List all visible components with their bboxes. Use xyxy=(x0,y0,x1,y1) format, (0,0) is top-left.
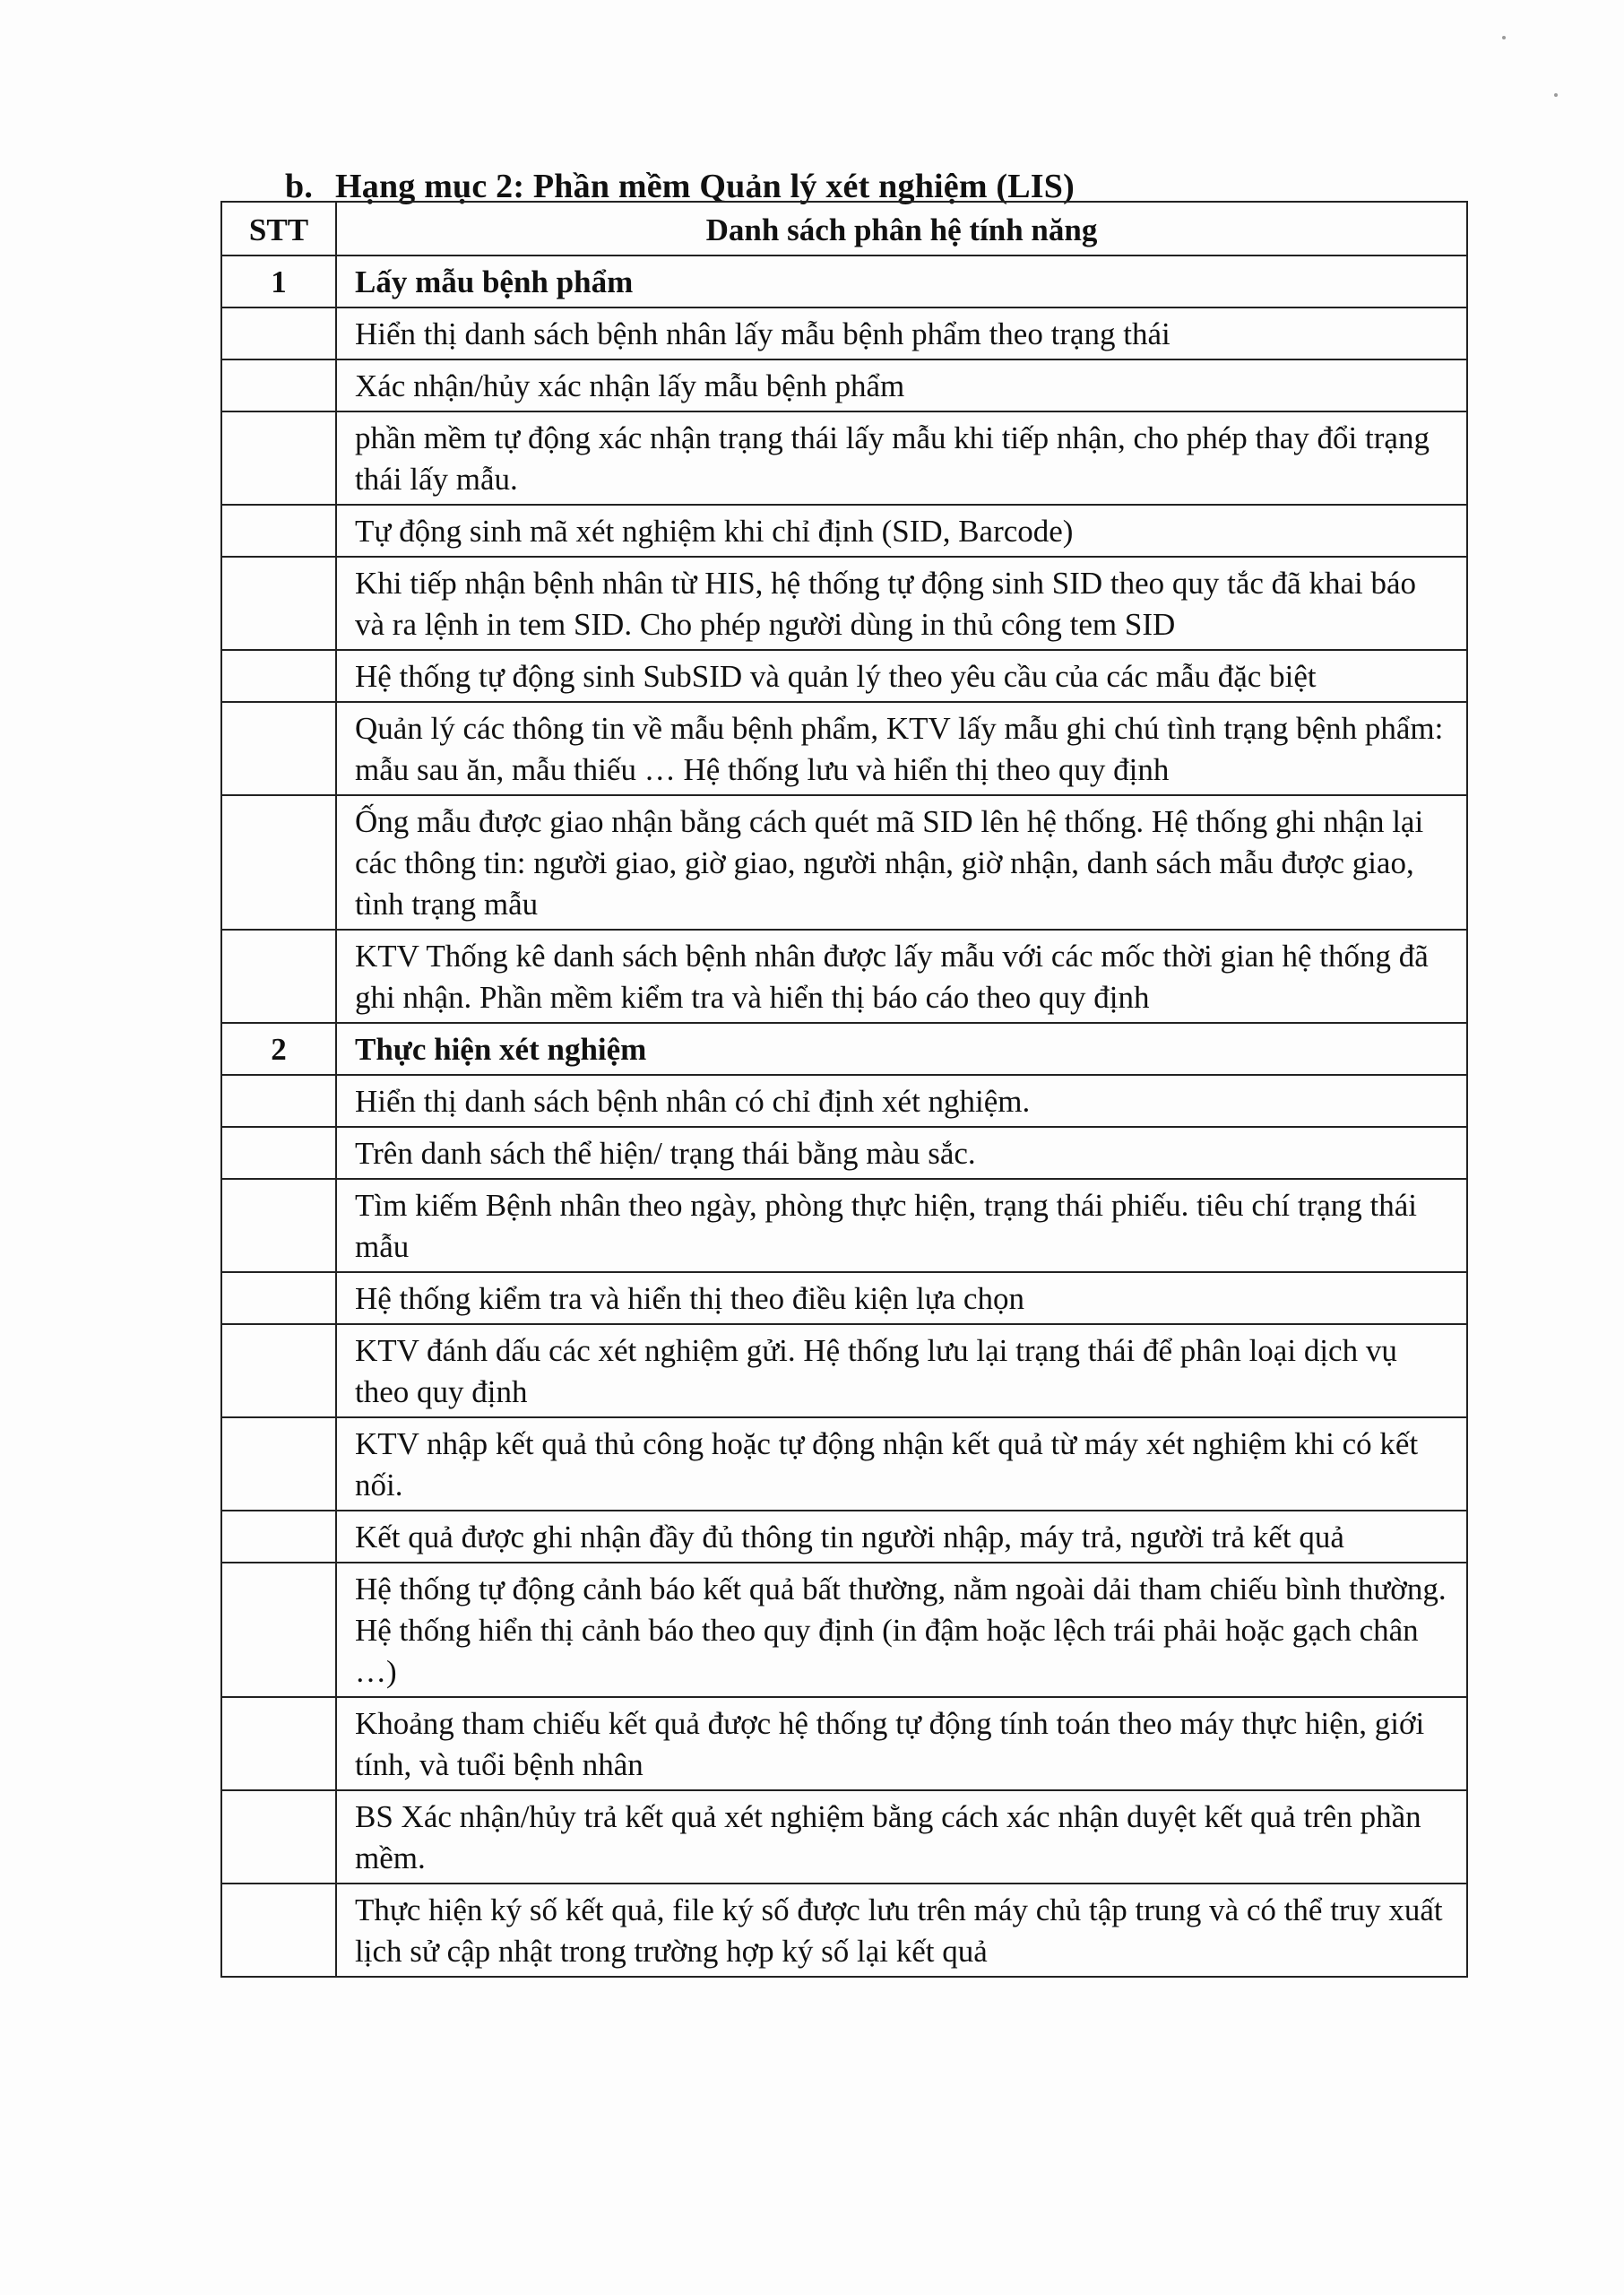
scan-speck xyxy=(1554,93,1558,97)
feature-description-cell: BS Xác nhận/hủy trả kết quả xét nghiệm bằng cách xác nhận duyệt kết quả trên phần mềm. xyxy=(336,1790,1467,1884)
row-stt-cell xyxy=(221,1884,336,1977)
row-stt-cell: 1 xyxy=(221,255,336,307)
table-row xyxy=(221,795,1467,930)
feature-description-cell: Trên danh sách thể hiện/ trạng thái bằng màu sắc. xyxy=(336,1127,1467,1179)
row-stt-cell xyxy=(221,1790,336,1884)
table-row xyxy=(221,930,1467,1023)
feature-description-cell: Tìm kiếm Bệnh nhân theo ngày, phòng thực hiện, trạng thái phiếu. tiêu chí trạng thái mẫu xyxy=(336,1179,1467,1272)
row-stt-cell xyxy=(221,505,336,557)
column-header-stt: STT xyxy=(221,202,336,255)
table-row xyxy=(221,505,1467,557)
feature-description-cell: Hiển thị danh sách bệnh nhân có chỉ định xét nghiệm. xyxy=(336,1075,1467,1127)
table-row xyxy=(221,307,1467,359)
table-row xyxy=(221,1563,1467,1697)
feature-description-cell: Hiển thị danh sách bệnh nhân lấy mẫu bệnh phẩm theo trạng thái xyxy=(336,307,1467,359)
feature-description-cell: Hệ thống kiểm tra và hiển thị theo điều kiện lựa chọn xyxy=(336,1272,1467,1324)
table-row xyxy=(221,1127,1467,1179)
row-stt-cell xyxy=(221,930,336,1023)
feature-description-cell: KTV nhập kết quả thủ công hoặc tự động nhận kết quả từ máy xét nghiệm khi có kết nối. xyxy=(336,1417,1467,1511)
feature-description-cell: KTV đánh dấu các xét nghiệm gửi. Hệ thống lưu lại trạng thái để phân loại dịch vụ theo quy định xyxy=(336,1324,1467,1417)
group-title-cell: Thực hiện xét nghiệm xyxy=(336,1023,1467,1075)
table-row xyxy=(221,1884,1467,1977)
row-stt-cell xyxy=(221,1417,336,1511)
row-stt-cell xyxy=(221,359,336,411)
row-stt-cell xyxy=(221,1127,336,1179)
table-row xyxy=(221,557,1467,650)
row-stt-cell xyxy=(221,795,336,930)
table-row xyxy=(221,1790,1467,1884)
row-stt-cell xyxy=(221,1511,336,1563)
table-row xyxy=(221,1272,1467,1324)
row-stt-cell xyxy=(221,1324,336,1417)
table-group-row xyxy=(221,255,1467,307)
row-stt-cell xyxy=(221,307,336,359)
feature-description-cell: Hệ thống tự động sinh SubSID và quản lý theo yêu cầu của các mẫu đặc biệt xyxy=(336,650,1467,702)
row-stt-cell xyxy=(221,1272,336,1324)
group-title-cell: Lấy mẫu bệnh phẩm xyxy=(336,255,1467,307)
feature-table xyxy=(220,201,1468,1978)
table-row xyxy=(221,1697,1467,1790)
table-row xyxy=(221,1511,1467,1563)
row-stt-cell xyxy=(221,1563,336,1697)
row-stt-cell xyxy=(221,411,336,505)
feature-description-cell: Tự động sinh mã xét nghiệm khi chỉ định (SID, Barcode) xyxy=(336,505,1467,557)
column-header-features: Danh sách phân hệ tính năng xyxy=(336,202,1467,255)
row-stt-cell xyxy=(221,1179,336,1272)
table-row xyxy=(221,1417,1467,1511)
feature-description-cell: KTV Thống kê danh sách bệnh nhân được lấy mẫu với các mốc thời gian hệ thống đã ghi nhận. Phần mềm kiểm tra và hiển thị báo cáo theo quy định xyxy=(336,930,1467,1023)
section-title: Hạng mục 2: Phần mềm Quản lý xét nghiệm (LIS) xyxy=(335,168,1075,205)
row-stt-cell xyxy=(221,650,336,702)
table-row xyxy=(221,1179,1467,1272)
feature-description-cell: Xác nhận/hủy xác nhận lấy mẫu bệnh phẩm xyxy=(336,359,1467,411)
row-stt-cell xyxy=(221,1697,336,1790)
table-row xyxy=(221,1324,1467,1417)
feature-description-cell: Quản lý các thông tin về mẫu bệnh phẩm, KTV lấy mẫu ghi chú tình trạng bệnh phẩm: mẫu sau ăn, mẫu thiếu … Hệ thống lưu và hiển thị theo quy định xyxy=(336,702,1467,795)
feature-description-cell: Kết quả được ghi nhận đầy đủ thông tin người nhập, máy trả, người trả kết quả xyxy=(336,1511,1467,1563)
table-row xyxy=(221,1075,1467,1127)
table-header-row xyxy=(221,202,1467,255)
table-row xyxy=(221,650,1467,702)
feature-description-cell: phần mềm tự động xác nhận trạng thái lấy mẫu khi tiếp nhận, cho phép thay đổi trạng thái lấy mẫu. xyxy=(336,411,1467,505)
feature-description-cell: Thực hiện ký số kết quả, file ký số được lưu trên máy chủ tập trung và có thể truy xuất lịch sử cập nhật trong trường hợp ký số lại kết quả xyxy=(336,1884,1467,1977)
feature-description-cell: Khi tiếp nhận bệnh nhân từ HIS, hệ thống tự động sinh SID theo quy tắc đã khai báo và ra lệnh in tem SID. Cho phép người dùng in thủ công tem SID xyxy=(336,557,1467,650)
row-stt-cell xyxy=(221,1075,336,1127)
row-stt-cell: 2 xyxy=(221,1023,336,1075)
table-row xyxy=(221,359,1467,411)
table-row xyxy=(221,702,1467,795)
table-group-row xyxy=(221,1023,1467,1075)
table-row xyxy=(221,411,1467,505)
feature-description-cell: Khoảng tham chiếu kết quả được hệ thống tự động tính toán theo máy thực hiện, giới tính, và tuổi bệnh nhân xyxy=(336,1697,1467,1790)
feature-description-cell: Hệ thống tự động cảnh báo kết quả bất thường, nằm ngoài dải tham chiếu bình thường. Hệ thống hiển thị cảnh báo theo quy định (in đậm hoặc lệch trái phải hoặc gạch chân …) xyxy=(336,1563,1467,1697)
section-number: b. xyxy=(285,168,314,205)
row-stt-cell xyxy=(221,557,336,650)
table-body xyxy=(221,255,1467,1977)
row-stt-cell xyxy=(221,702,336,795)
scan-speck xyxy=(1502,36,1506,39)
feature-description-cell: Ống mẫu được giao nhận bằng cách quét mã SID lên hệ thống. Hệ thống ghi nhận lại các thông tin: người giao, giờ giao, người nhận, giờ nhận, danh sách mẫu được giao, tình trạng mẫu xyxy=(336,795,1467,930)
